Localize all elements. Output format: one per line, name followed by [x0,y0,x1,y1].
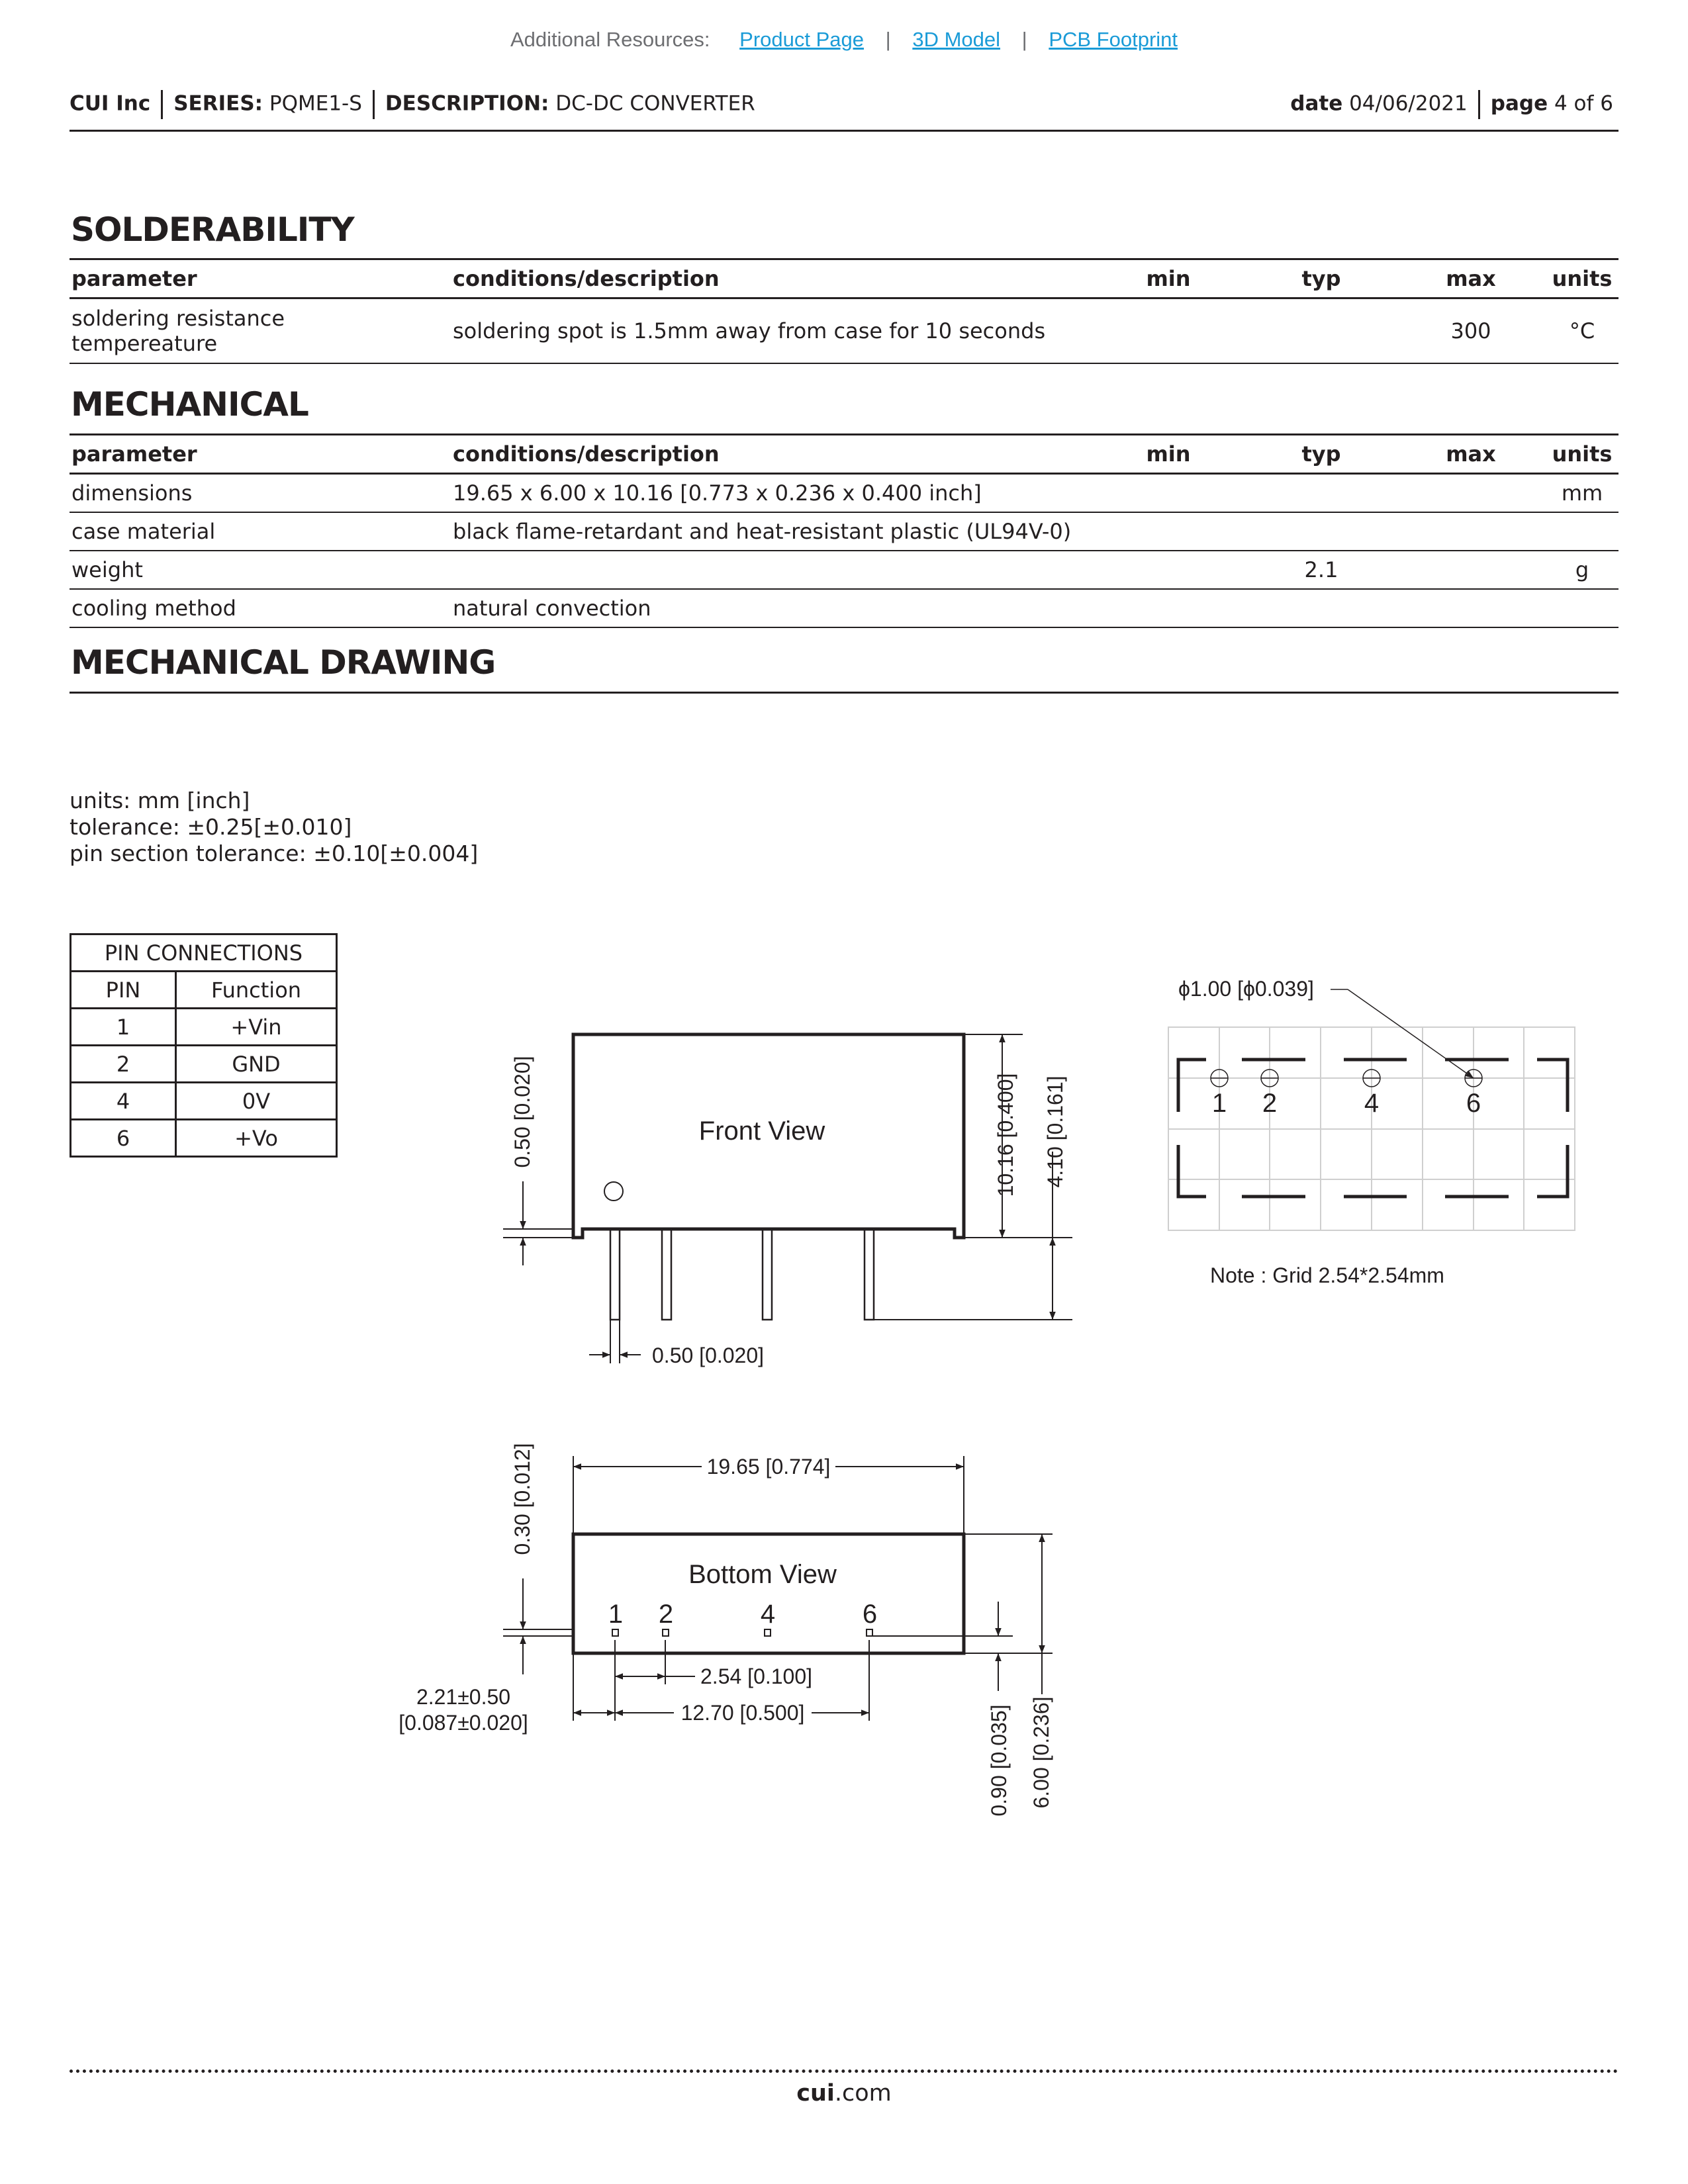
param-line: tempereature [71,331,218,356]
dim-first-pin: 2.21±0.50 [416,1685,511,1709]
bv-pin-label: 4 [760,1600,776,1629]
units-cell: mm [1546,474,1618,513]
dim-pin-offset: 0.50 [0.020] [510,1056,534,1168]
page-value: 4 of 6 [1554,91,1613,116]
typ-cell: 2.1 [1246,551,1396,589]
dim-pin-length: 4.10 [0.161] [1043,1075,1067,1188]
function-cell: 0V [176,1083,337,1120]
page-label: page [1490,91,1548,116]
col-header-min: min [1090,259,1246,298]
fp-pin-label: 2 [1262,1089,1278,1118]
pin-table-title: PIN CONNECTIONS [71,934,337,972]
footer-brand: cui [796,2080,835,2107]
pin-cell: 2 [71,1046,176,1083]
param-cell: cooling method [70,589,451,627]
col-header-typ: typ [1246,259,1396,298]
hole-dim: ϕ1.00 [ϕ0.039] [1178,977,1314,1001]
units-cell: °C [1546,298,1618,364]
col-header-parameter: parameter [70,259,451,298]
pin-cell: 1 [71,1009,176,1046]
dim-first-pin: [0.087±0.020] [399,1711,528,1735]
company-name: CUI Inc [70,91,151,116]
dim-height: 10.16 [0.400] [994,1073,1017,1197]
pin-cell: 4 [71,1083,176,1120]
col-header-conditions: conditions/description [451,435,1090,474]
dim-length: 19.65 [0.774] [706,1455,831,1479]
footer-domain: .com [834,2080,892,2107]
dim-width: 6.00 [0.236] [1029,1696,1053,1809]
resources-separator: | [885,28,891,51]
bottom-view-label: Bottom View [688,1560,837,1589]
grid-note: Note : Grid 2.54*2.54mm [1210,1263,1444,1287]
col-header-function: Function [176,972,337,1009]
resources-separator: | [1021,28,1027,51]
col-header-typ: typ [1246,435,1396,474]
param-line: soldering resistance [71,306,285,331]
dim-offset-top: 0.30 [0.012] [510,1443,534,1555]
fp-pin-label: 1 [1211,1089,1227,1118]
resources-label: Additional Resources: [510,28,710,51]
fp-pin-label: 6 [1466,1089,1481,1118]
col-header-max: max [1396,259,1546,298]
col-header-units: units [1546,259,1618,298]
function-cell: +Vo [176,1120,337,1157]
footer [0,2080,1688,2107]
conditions-cell: 19.65 x 6.00 x 10.16 [0.773 x 0.236 x 0.400 inch] [451,474,1090,513]
col-header-parameter: parameter [70,435,451,474]
description-label: DESCRIPTION: [385,91,549,116]
mechanical-drawing-title: MECHANICAL DRAWING [71,643,496,682]
date-value: 04/06/2021 [1349,91,1468,116]
pin-cell: 6 [71,1120,176,1157]
conditions-cell: black flame-retardant and heat-resistant plastic (UL94V-0) [451,512,1090,551]
front-view-label: Front View [698,1116,825,1146]
col-header-units: units [1546,435,1618,474]
3d-model-link[interactable]: 3D Model [912,28,1001,51]
date-label: date [1290,91,1343,116]
units-note: units: mm [inch] [70,788,250,813]
dim-pin-edge: 0.90 [0.035] [987,1704,1011,1817]
function-cell: GND [176,1046,337,1083]
conditions-cell: natural convection [451,589,1090,627]
fp-pin-label: 4 [1364,1089,1380,1118]
units-cell: g [1546,551,1618,589]
series-label: SERIES: [173,91,263,116]
function-cell: +Vin [176,1009,337,1046]
bv-pin-label: 1 [608,1600,624,1629]
product-page-link[interactable]: Product Page [739,28,865,51]
bv-pin-label: 2 [658,1600,674,1629]
col-header-pin: PIN [71,972,176,1009]
series-value: PQME1-S [269,91,362,116]
solderability-title: SOLDERABILITY [71,210,354,249]
dim-span: 12.70 [0.500] [680,1701,805,1725]
col-header-min: min [1090,435,1246,474]
bv-pin-label: 6 [862,1600,878,1629]
dim-pin-width: 0.50 [0.020] [652,1343,765,1367]
description-value: DC-DC CONVERTER [555,91,755,116]
pcb-footprint-link[interactable]: PCB Footprint [1049,28,1178,51]
pin-tolerance-note: pin section tolerance: ±0.10[±0.004] [70,841,479,866]
param-cell: case material [70,512,451,551]
col-header-max: max [1396,435,1546,474]
col-header-conditions: conditions/description [451,259,1090,298]
footer-divider [70,2070,1618,2073]
mechanical-title: MECHANICAL [71,385,308,424]
front-view [503,1034,1072,1363]
dim-pitch: 2.54 [0.100] [700,1664,813,1688]
param-cell: weight [70,551,451,589]
tolerance-note: tolerance: ±0.25[±0.010] [70,814,352,840]
max-cell: 300 [1396,298,1546,364]
conditions-cell: soldering spot is 1.5mm away from case for 10 seconds [451,298,1090,364]
param-cell: dimensions [70,474,451,513]
